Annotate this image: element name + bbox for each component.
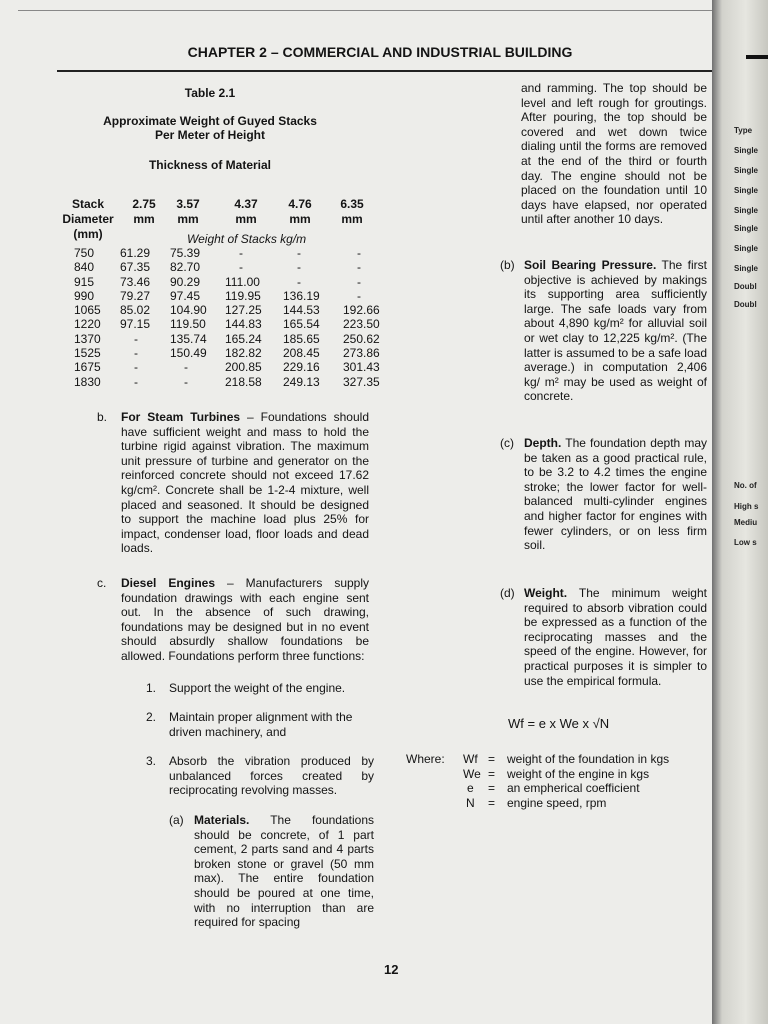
edge-word: High s [734,502,759,511]
weight-cell: - [184,374,188,389]
weight-cell: - [297,260,301,275]
stack-diameter-cell: 1370 [74,331,101,346]
weight-cell: 135.74 [170,331,207,346]
edge-rule [746,55,768,59]
where-definition: weight of the engine in kgs [507,766,650,781]
weight-cell: - [357,246,361,260]
weight-caption: Weight of Stacks kg/m [187,232,307,246]
unit-header: mm [133,212,155,226]
weight-cell: - [239,246,243,260]
table-title-line2: Per Meter of Height [154,128,265,142]
weight-cell: 136.19 [283,288,320,303]
weight-cell: 67.35 [120,260,151,275]
table-row [58,260,393,274]
depth-paragraph [524,436,707,553]
weight-cell: 79.27 [120,288,151,303]
diesel-engines-heading: Diesel Engines [121,576,216,590]
stack-diameter-cell: 1830 [74,374,101,389]
subitem-label: (a) [169,813,184,827]
subitem-label: (d) [500,586,515,600]
weight-cell: 119.95 [225,288,261,303]
table-row [58,289,393,303]
where-symbol: Wf [463,752,478,766]
table-row [58,346,393,360]
weight-cell: 218.58 [225,374,262,389]
depth-text: The foundation depth may be taken as a good practical rule, to be 3.2 to 4.2 times the engine stroke; the lower factor for well-balanced multi-cylinder engines and higher factor for engines with fewer cylinders, or on less firm soil. [524,436,707,553]
weight-cell: 82.70 [170,260,201,275]
where-symbol: We [463,766,481,781]
weight-cell: 223.50 [343,317,380,332]
soil-bearing-paragraph [524,258,707,404]
weight-cell: 75.39 [170,246,201,260]
edge-word: Single [734,146,759,155]
edge-word: Single [734,224,759,233]
where-equals: = [488,752,496,766]
item-label: b. [97,410,108,424]
diesel-engines-paragraph [121,576,369,664]
edge-word: Low s [734,538,757,547]
weight-cell: 327.35 [343,374,380,389]
edge-word: Doubl [734,300,757,309]
weight-cell: 249.13 [283,374,320,389]
edge-word: Single [734,244,759,253]
table-number: Table 2.1 [184,86,236,100]
stack-diameter-cell: 840 [74,260,95,275]
adjacent-page-edge [712,0,768,1024]
function-text: Support the weight of the engine. [169,681,346,695]
table-row [58,275,393,289]
table-row [58,375,393,389]
weight-cell: - [297,274,301,289]
subitem-label: (c) [500,436,514,450]
materials-heading: Materials. [194,813,250,827]
weight-cell: - [357,288,361,303]
unit-header: mm [289,212,311,226]
weight-cell: 111.00 [225,274,260,289]
where-symbol: N [466,795,475,810]
diesel-engines-text: – Manufacturers supply foundation drawings with each engine sent out. In the absence of such drawing, foundations may be designed but in no event should absurdly shallow foundations be allowed. Foundations perform three functions: [121,576,369,663]
weight-cell: 144.53 [283,303,320,318]
weight-cell: 127.25 [225,303,262,318]
stack-diameter-cell: 1675 [74,360,101,375]
table-row [58,317,393,331]
weight-cell: 301.43 [343,360,380,375]
function-number: 1. [146,681,157,695]
steam-turbines-paragraph [121,410,369,556]
weight-cell: 165.54 [283,317,320,332]
table-row [58,303,393,317]
function-text: Maintain proper alignment with the driven machinery, and [169,710,353,739]
function-number: 3. [146,754,157,768]
col-header-diameter: Diameter [62,212,114,226]
weight-text: The minimum weight required to absorb vibration could be expressed as a function of the reciprocating masses and the speed of the engine. However, for practical purposes it is simpler to use the empirical formula. [524,586,707,688]
weight-cell: 192.66 [343,303,380,318]
weight-cell: 73.46 [120,274,151,289]
page-number: 12 [384,962,399,977]
edge-word: Doubl [734,282,757,291]
materials-text: The foundations should be concrete, of 1 part cement, 2 parts sand and 4 parts broken stone or gravel (50 mm max). The entire foundation should be poured at one time, with no interruption than are required for spacing [194,813,374,930]
stack-diameter-cell: 915 [74,274,95,289]
thickness-header: 4.37 [234,197,258,211]
where-definition: an empherical coefficient [507,781,640,795]
weight-cell: - [134,360,138,375]
stack-diameter-cell: 1220 [74,317,101,332]
weight-cell: - [134,374,138,389]
weight-heading: Weight. [524,586,568,600]
unit-header: mm [177,212,199,226]
where-label: Where: [406,752,445,766]
weight-cell: 97.45 [170,288,201,303]
edge-word: Single [734,186,759,195]
col-header-stack: Stack [71,197,105,211]
unit-header: mm [235,212,257,226]
thickness-header: 6.35 [340,197,364,211]
stack-diameter-cell: 1065 [74,303,101,318]
weight-cell: 185.65 [283,331,320,346]
weight-cell: 85.02 [120,303,151,318]
edge-word: Single [734,206,759,215]
item-label: c. [97,576,107,590]
subitem-label: (b) [500,258,515,272]
edge-word: Type [734,126,753,135]
top-rule [18,10,712,11]
col-header-mm: (mm) [73,227,103,241]
weight-cell: 90.29 [170,274,201,289]
weight-cell: 208.45 [283,346,320,361]
weight-cell: 104.90 [170,303,207,318]
weight-cell: 119.50 [170,317,206,332]
thickness-header: 4.76 [288,197,312,211]
materials-paragraph [194,813,374,930]
weight-cell: 182.82 [225,346,262,361]
function-text: Absorb the vibration produced by unbalanced forces created by reciprocating revolving masses. [169,754,374,798]
where-equals: = [488,795,496,810]
empirical-formula: Wf = e x We x √N [508,716,610,731]
steam-turbines-text: – Foundations should have sufficient weight and mass to hold the turbine rigid against vibration. The maximum unit pressure of turbine and generator on the reinforced concrete should not exceed 17.62 kg/cm². Concrete shall be 1-2-4 mixture, well placed and seasoned. It should be designed to support the machine load plus 25% for impact, condenser load, floor loads and dead loads. [121,410,369,556]
soil-bearing-heading: Soil Bearing Pressure. [524,258,657,272]
materials-continued-paragraph: and ramming. The top should be level and left rough for groutings. After pouring, the top should be covered and wet down twice dialing until the forms are removed at the end of the third or fourth day. The engine should not be placed on the foundation until 10 days have elapsed, nor operated until after another 10 days. [521,81,707,227]
table-row [58,246,393,260]
header-rule [57,70,712,72]
weight-cell: - [239,260,243,275]
weight-cell: - [297,246,301,260]
where-definition: engine speed, rpm [507,795,607,810]
where-equals: = [488,766,496,781]
edge-word: Mediu [734,518,758,527]
table-row [58,332,393,346]
chapter-header: CHAPTER 2 – COMMERCIAL AND INDUSTRIAL BUILDING [187,44,573,60]
steam-turbines-heading: For Steam Turbines [121,410,241,424]
edge-word: No. of [734,481,757,490]
table-subtitle: Thickness of Material [148,158,272,172]
stack-diameter-cell: 750 [74,246,95,260]
stack-diameter-cell: 1525 [74,346,101,361]
weight-cell: 200.85 [225,360,262,375]
weight-cell: 61.29 [120,246,151,260]
thickness-header: 3.57 [176,197,200,211]
weight-cell: 229.16 [283,360,320,375]
weight-paragraph [524,586,707,688]
weight-cell: 165.24 [225,331,262,346]
weight-cell: - [184,360,188,375]
weight-cell: - [134,346,138,361]
weight-cell: 97.15 [120,317,151,332]
weight-cell: 150.49 [170,346,207,361]
weight-cell: 250.62 [343,331,380,346]
edge-word: Single [734,264,759,273]
weight-cell: 273.86 [343,346,380,361]
table-row [58,360,393,374]
weight-cell: - [357,274,361,289]
where-symbol: e [467,781,474,795]
function-number: 2. [146,710,157,724]
where-equals: = [488,781,496,795]
table-title-line1: Approximate Weight of Guyed Stacks [103,114,317,128]
weight-cell: 144.83 [225,317,262,332]
depth-heading: Depth. [524,436,562,450]
edge-word: Single [734,166,759,175]
stack-diameter-cell: 990 [74,288,95,303]
weight-cell: - [357,260,361,275]
where-definition: weight of the foundation in kgs [507,752,670,766]
soil-bearing-text: The first objective is achieved by makings its supporting area sufficiently large. The safe loads vary from about 4,890 kg/m² for alluvial soil or wet clay to 12,225 kg/m². (The latter is assumed to be a safe load average.) in computation 2,406 kg/ m² may be used as weight of concrete. [524,258,707,404]
stack-weight-table [58,246,393,389]
thickness-header: 2.75 [132,197,156,211]
unit-header: mm [341,212,363,226]
weight-cell: - [134,331,138,346]
